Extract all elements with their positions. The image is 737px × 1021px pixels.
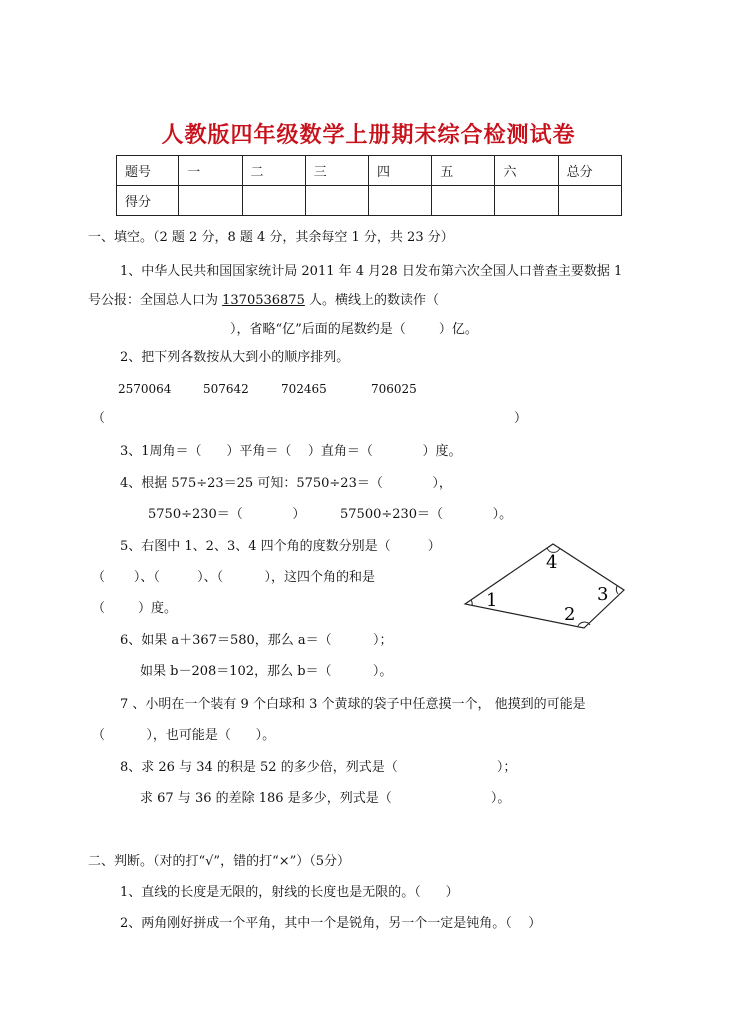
q2-number: 706025 [371, 382, 417, 396]
q6-line1: 6、如果 a＋367＝580，那么 a＝（ ）； [120, 633, 393, 648]
angle-label-3: 3 [597, 584, 609, 605]
score-table [116, 155, 622, 216]
score-header-cell: 二 [242, 156, 305, 186]
angle-label-2: 2 [564, 604, 576, 625]
q2-number: 2570064 [118, 382, 172, 396]
q1-line1: 1、中华人民共和国国家统计局 2011 年 4 月28 日发布第六次全国人口普查主要数据 1 [120, 264, 623, 279]
score-entry-cell[interactable] [305, 186, 368, 216]
section2-heading: 二、判断。（对的打“√”，错的打“×”）（5分） [88, 854, 351, 869]
score-entry-cell[interactable] [495, 186, 558, 216]
score-entry-cell[interactable] [432, 186, 495, 216]
score-table-score-row [117, 186, 622, 216]
q4-line1: 4、根据 575÷23＝25 可知：5750÷23＝（ ）， [120, 476, 452, 491]
q7-line2: （ ），也可能是（ ）。 [92, 728, 276, 743]
score-header-cell: 总分 [558, 156, 621, 186]
judge-q2: 2、两角刚好拼成一个平角，其中一个是锐角，另一个一定是钝角。（ ） [120, 916, 542, 931]
score-entry-cell[interactable] [368, 186, 431, 216]
q3-line: 3、1周角＝（ ）平角＝（ ）直角＝（ ）度。 [120, 444, 462, 459]
section1-heading: 一、填空。（2 题 2 分，8 题 4 分，其余每空 1 分，共 23 分） [88, 230, 454, 245]
score-entry-cell[interactable] [179, 186, 242, 216]
score-header-cell: 四 [368, 156, 431, 186]
q5-line1: 5、右图中 1、2、3、4 四个角的度数分别是（ ） [120, 539, 441, 554]
score-header-cell: 五 [432, 156, 495, 186]
score-entry-cell[interactable] [558, 186, 621, 216]
q5-line2: （ ）、（ ）、（ ），这四个角的和是 [92, 570, 375, 585]
q2-number: 702465 [281, 382, 327, 396]
score-entry-cell[interactable] [242, 186, 305, 216]
quadrilateral-figure [460, 538, 630, 638]
score-header-cell: 题号 [117, 156, 179, 186]
angle-label-4: 4 [546, 552, 558, 573]
q2-line1: 2、把下列各数按从大到小的顺序排列。 [120, 350, 350, 365]
score-row-label: 得分 [117, 186, 179, 216]
score-header-cell: 六 [495, 156, 558, 186]
judge-q1: 1、直线的长度是无限的，射线的长度也是无限的。（ ） [120, 885, 459, 900]
score-header-cell: 一 [179, 156, 242, 186]
q1-line2-pre: 号公报：全国总人口为 [88, 293, 223, 308]
q2-answer-close-paren: ） [514, 411, 528, 426]
score-table-header-row [117, 156, 622, 186]
q1-line2 [88, 292, 439, 310]
q1-population-number: 1370536875 [222, 293, 305, 308]
angle-label-1: 1 [486, 590, 498, 611]
q2-answer-open-paren: （ [92, 411, 106, 426]
q8-line1: 8、求 26 与 34 的积是 52 的多少倍，列式是（ ）； [120, 760, 517, 775]
q2-number: 507642 [203, 382, 249, 396]
q1-line2-post: 人。横线上的数读作（ [304, 293, 439, 308]
q4-line2a: 5750÷230＝（ ） [148, 507, 306, 522]
score-header-cell: 三 [305, 156, 368, 186]
angle-arc-3 [616, 586, 618, 594]
q4-line2b: 57500÷230＝（ ）。 [340, 507, 513, 522]
page-title: 人教版四年级数学上册期末综合检测试卷 [161, 123, 576, 148]
q5-line3: （ ）度。 [92, 601, 178, 616]
q6-line2: 如果 b－208＝102，那么 b＝（ ）。 [140, 664, 393, 679]
q7-line1: 7 、小明在一个装有 9 个白球和 3 个黄球的袋子中任意摸一个， 他摸到的可能是 [120, 697, 586, 712]
q8-line2: 求 67 与 36 的差除 186 是多少，列式是（ ）。 [140, 791, 511, 806]
q1-line3: ），省略“亿”后面的尾数约是（ ）亿。 [230, 322, 478, 337]
